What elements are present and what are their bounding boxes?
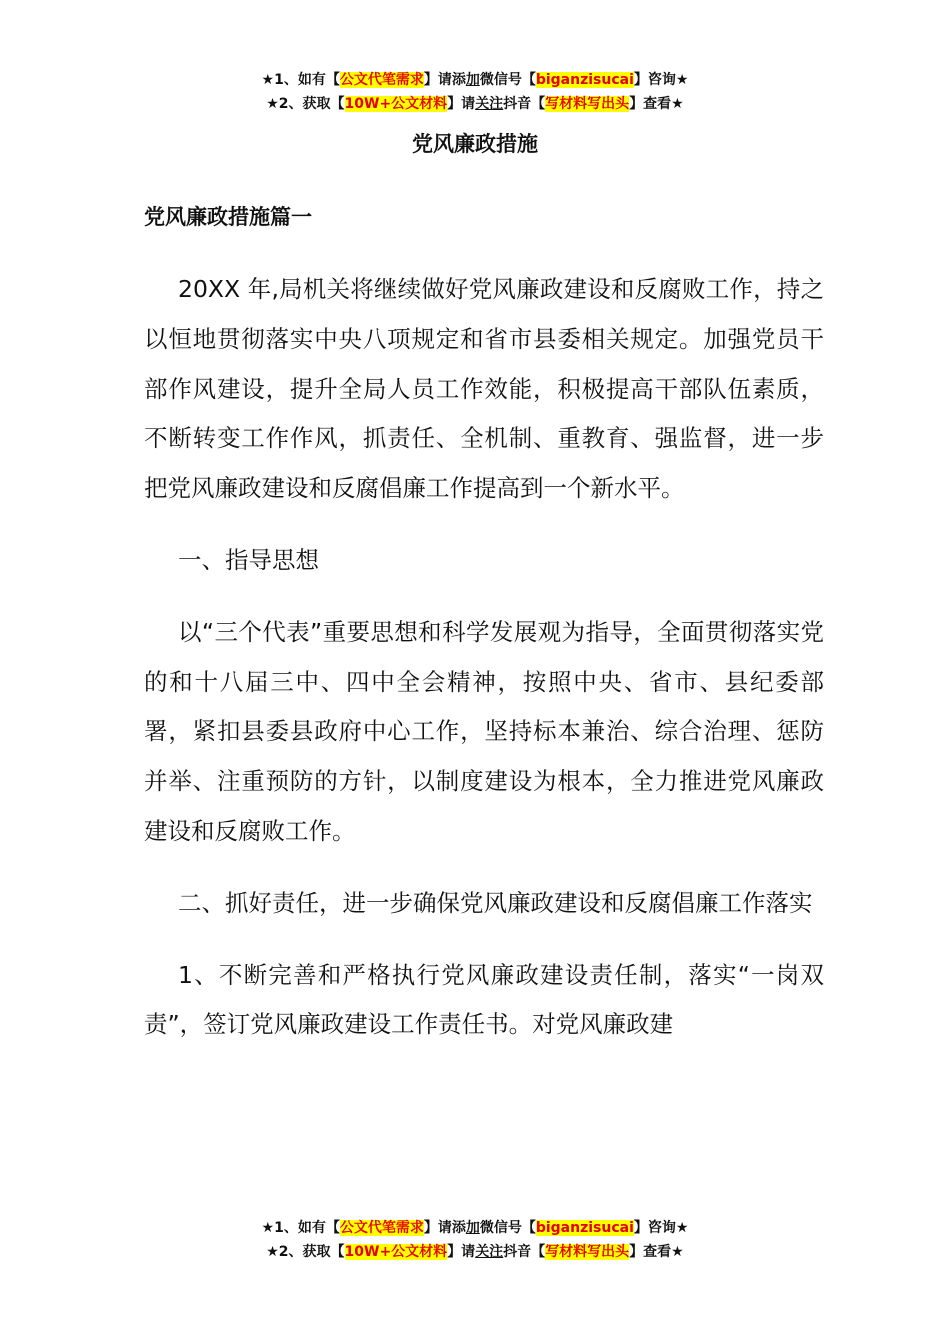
promo-highlight: 写材料写出头 <box>545 1244 630 1260</box>
promo-line-2 <box>0 1240 950 1264</box>
promo-text: 】请添 <box>423 72 466 88</box>
promo-highlight: biganzisucai <box>535 72 634 88</box>
promo-text: 】请添 <box>423 1220 466 1236</box>
paragraph: 20XX 年,局机关将继续做好党风廉政建设和反腐败工作，持之以恒地贯彻落实中央八项规定和省市县委相关规定。加强党员干部作风建设，提升全局人员工作效能，积极提高干部队伍素质，不断转变工作作风，抓责任、全机制、重教育、强监督，进一步把党风廉政建设和反腐倡廉工作提高到一个新水平。 <box>144 275 824 503</box>
promo-text: 微信号【 <box>479 72 536 88</box>
section-title: 党风廉政措施篇一 <box>144 205 312 229</box>
promo-banner-bottom <box>0 1216 950 1264</box>
promo-underline: 关注 <box>475 96 504 112</box>
promo-text: ★1、如有【 <box>261 72 340 88</box>
promo-highlight: 10W+公文材料 <box>344 1244 448 1260</box>
promo-text: 抖音【 <box>503 1244 546 1260</box>
promo-text: ★2、获取【 <box>266 96 345 112</box>
promo-text: ★1、如有【 <box>261 1220 340 1236</box>
promo-text: 】咨询★ <box>633 1220 689 1236</box>
promo-highlight: 公文代笔需求 <box>339 1220 424 1236</box>
promo-text: 】查看★ <box>629 1244 684 1260</box>
promo-underline: 加 <box>465 1220 480 1236</box>
paragraph-heading: 一、指导思想 <box>178 545 319 574</box>
promo-text: 】咨询★ <box>633 72 689 88</box>
promo-highlight: 写材料写出头 <box>545 96 630 112</box>
promo-banner-top <box>0 68 950 116</box>
promo-highlight: 10W+公文材料 <box>344 96 448 112</box>
promo-line-2 <box>0 92 950 116</box>
promo-line-1 <box>0 68 950 92</box>
paragraph: 以“三个代表”重要思想和科学发展观为指导，全面贯彻落实党的和十八届三中、四中全会精神，按照中央、省市、县纪委部署，紧扣县委县政府中心工作，坚持标本兼治、综合治理、惩防并举、注重预防的方针，以制度建设为根本，全力推进党风廉政建设和反腐败工作。 <box>144 617 824 845</box>
promo-text: 抖音【 <box>503 96 546 112</box>
document-title: 党风廉政措施 <box>412 132 538 156</box>
promo-text: 】请 <box>447 1244 476 1260</box>
paragraph-heading: 二、抓好责任，进一步确保党风廉政建设和反腐倡廉工作落实 <box>178 888 813 917</box>
promo-underline: 加 <box>465 72 480 88</box>
promo-text: 】请 <box>447 96 476 112</box>
promo-text: 微信号【 <box>479 1220 536 1236</box>
promo-highlight: biganzisucai <box>535 1220 634 1236</box>
document-body <box>144 265 824 1072</box>
promo-highlight: 公文代笔需求 <box>339 72 424 88</box>
promo-text: 】查看★ <box>629 96 684 112</box>
promo-underline: 关注 <box>475 1244 504 1260</box>
paragraph: 1、不断完善和严格执行党风廉政建设责任制，落实“一岗双责”，签订党风廉政建设工作责任书。对党风廉政建 <box>144 960 824 1039</box>
promo-line-1 <box>0 1216 950 1240</box>
promo-text: ★2、获取【 <box>266 1244 345 1260</box>
